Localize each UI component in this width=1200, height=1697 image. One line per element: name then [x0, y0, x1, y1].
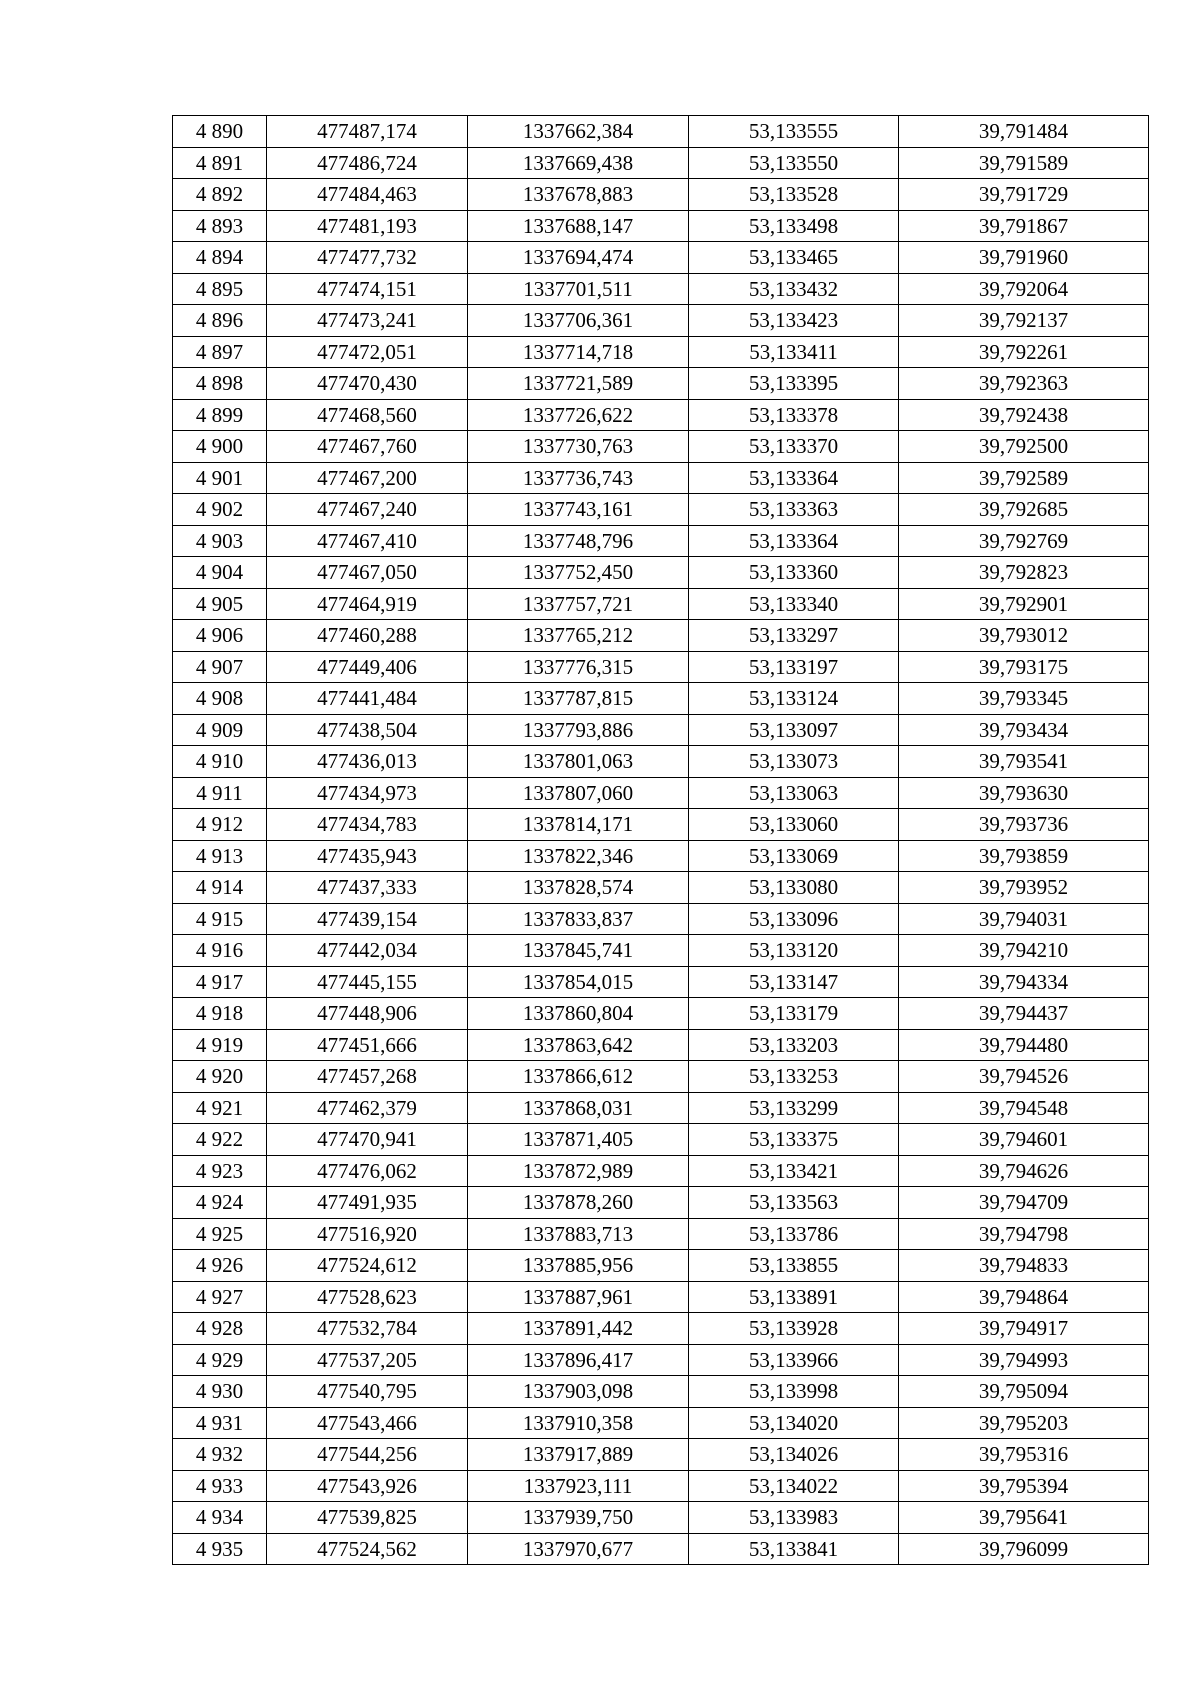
x-coordinate-cell: 477441,484 [267, 683, 468, 715]
longitude-cell: 39,791589 [899, 147, 1149, 179]
longitude-cell: 39,792589 [899, 462, 1149, 494]
x-coordinate-cell: 477460,288 [267, 620, 468, 652]
longitude-cell: 39,795094 [899, 1376, 1149, 1408]
y-coordinate-cell: 1337970,677 [468, 1533, 689, 1565]
latitude-cell: 53,133432 [689, 273, 899, 305]
table-row [173, 1092, 1149, 1124]
latitude-cell: 53,133786 [689, 1218, 899, 1250]
point-number-cell: 4 894 [173, 242, 267, 274]
point-number-cell: 4 922 [173, 1124, 267, 1156]
y-coordinate-cell: 1337743,161 [468, 494, 689, 526]
table-row [173, 935, 1149, 967]
latitude-cell: 53,133069 [689, 840, 899, 872]
y-coordinate-cell: 1337896,417 [468, 1344, 689, 1376]
latitude-cell: 53,133855 [689, 1250, 899, 1282]
y-coordinate-cell: 1337669,438 [468, 147, 689, 179]
latitude-cell: 53,133498 [689, 210, 899, 242]
latitude-cell: 53,133060 [689, 809, 899, 841]
x-coordinate-cell: 477470,941 [267, 1124, 468, 1156]
y-coordinate-cell: 1337822,346 [468, 840, 689, 872]
x-coordinate-cell: 477524,562 [267, 1533, 468, 1565]
x-coordinate-cell: 477467,200 [267, 462, 468, 494]
x-coordinate-cell: 477436,013 [267, 746, 468, 778]
latitude-cell: 53,133841 [689, 1533, 899, 1565]
point-number-cell: 4 890 [173, 116, 267, 148]
y-coordinate-cell: 1337863,642 [468, 1029, 689, 1061]
x-coordinate-cell: 477486,724 [267, 147, 468, 179]
x-coordinate-cell: 477528,623 [267, 1281, 468, 1313]
point-number-cell: 4 909 [173, 714, 267, 746]
longitude-cell: 39,794833 [899, 1250, 1149, 1282]
longitude-cell: 39,794334 [899, 966, 1149, 998]
y-coordinate-cell: 1337845,741 [468, 935, 689, 967]
longitude-cell: 39,796099 [899, 1533, 1149, 1565]
y-coordinate-cell: 1337694,474 [468, 242, 689, 274]
y-coordinate-cell: 1337878,260 [468, 1187, 689, 1219]
x-coordinate-cell: 477437,333 [267, 872, 468, 904]
point-number-cell: 4 918 [173, 998, 267, 1030]
longitude-cell: 39,794864 [899, 1281, 1149, 1313]
y-coordinate-cell: 1337854,015 [468, 966, 689, 998]
latitude-cell: 53,133197 [689, 651, 899, 683]
point-number-cell: 4 920 [173, 1061, 267, 1093]
latitude-cell: 53,133179 [689, 998, 899, 1030]
table-row [173, 1376, 1149, 1408]
y-coordinate-cell: 1337903,098 [468, 1376, 689, 1408]
y-coordinate-cell: 1337714,718 [468, 336, 689, 368]
x-coordinate-cell: 477457,268 [267, 1061, 468, 1093]
latitude-cell: 53,133966 [689, 1344, 899, 1376]
table-row [173, 1124, 1149, 1156]
x-coordinate-cell: 477449,406 [267, 651, 468, 683]
longitude-cell: 39,794480 [899, 1029, 1149, 1061]
table-row [173, 1281, 1149, 1313]
point-number-cell: 4 915 [173, 903, 267, 935]
table-row [173, 368, 1149, 400]
latitude-cell: 53,133423 [689, 305, 899, 337]
x-coordinate-cell: 477462,379 [267, 1092, 468, 1124]
point-number-cell: 4 901 [173, 462, 267, 494]
x-coordinate-cell: 477543,926 [267, 1470, 468, 1502]
longitude-cell: 39,795394 [899, 1470, 1149, 1502]
point-number-cell: 4 898 [173, 368, 267, 400]
point-number-cell: 4 892 [173, 179, 267, 211]
x-coordinate-cell: 477438,504 [267, 714, 468, 746]
longitude-cell: 39,794993 [899, 1344, 1149, 1376]
longitude-cell: 39,794917 [899, 1313, 1149, 1345]
table-row [173, 1155, 1149, 1187]
latitude-cell: 53,133550 [689, 147, 899, 179]
y-coordinate-cell: 1337833,837 [468, 903, 689, 935]
point-number-cell: 4 902 [173, 494, 267, 526]
y-coordinate-cell: 1337801,063 [468, 746, 689, 778]
x-coordinate-cell: 477470,430 [267, 368, 468, 400]
x-coordinate-cell: 477467,410 [267, 525, 468, 557]
y-coordinate-cell: 1337871,405 [468, 1124, 689, 1156]
y-coordinate-cell: 1337828,574 [468, 872, 689, 904]
y-coordinate-cell: 1337688,147 [468, 210, 689, 242]
y-coordinate-cell: 1337776,315 [468, 651, 689, 683]
point-number-cell: 4 917 [173, 966, 267, 998]
x-coordinate-cell: 477464,919 [267, 588, 468, 620]
point-number-cell: 4 903 [173, 525, 267, 557]
latitude-cell: 53,133299 [689, 1092, 899, 1124]
y-coordinate-cell: 1337701,511 [468, 273, 689, 305]
table-row [173, 1061, 1149, 1093]
longitude-cell: 39,795316 [899, 1439, 1149, 1471]
x-coordinate-cell: 477543,466 [267, 1407, 468, 1439]
longitude-cell: 39,792261 [899, 336, 1149, 368]
longitude-cell: 39,793541 [899, 746, 1149, 778]
latitude-cell: 53,133063 [689, 777, 899, 809]
coordinates-table [172, 115, 1149, 1565]
x-coordinate-cell: 477481,193 [267, 210, 468, 242]
y-coordinate-cell: 1337868,031 [468, 1092, 689, 1124]
latitude-cell: 53,133364 [689, 462, 899, 494]
coordinates-table-body [173, 116, 1149, 1565]
point-number-cell: 4 925 [173, 1218, 267, 1250]
table-row [173, 620, 1149, 652]
y-coordinate-cell: 1337860,804 [468, 998, 689, 1030]
x-coordinate-cell: 477487,174 [267, 116, 468, 148]
table-row [173, 966, 1149, 998]
table-row [173, 179, 1149, 211]
table-row [173, 336, 1149, 368]
point-number-cell: 4 910 [173, 746, 267, 778]
x-coordinate-cell: 477467,240 [267, 494, 468, 526]
table-row [173, 1407, 1149, 1439]
x-coordinate-cell: 477540,795 [267, 1376, 468, 1408]
point-number-cell: 4 906 [173, 620, 267, 652]
longitude-cell: 39,793952 [899, 872, 1149, 904]
table-row [173, 746, 1149, 778]
point-number-cell: 4 893 [173, 210, 267, 242]
table-row [173, 305, 1149, 337]
latitude-cell: 53,133998 [689, 1376, 899, 1408]
point-number-cell: 4 933 [173, 1470, 267, 1502]
table-row [173, 1470, 1149, 1502]
x-coordinate-cell: 477468,560 [267, 399, 468, 431]
table-row [173, 1187, 1149, 1219]
x-coordinate-cell: 477445,155 [267, 966, 468, 998]
table-row [173, 1439, 1149, 1471]
x-coordinate-cell: 477539,825 [267, 1502, 468, 1534]
longitude-cell: 39,792438 [899, 399, 1149, 431]
longitude-cell: 39,793736 [899, 809, 1149, 841]
point-number-cell: 4 912 [173, 809, 267, 841]
x-coordinate-cell: 477537,205 [267, 1344, 468, 1376]
point-number-cell: 4 911 [173, 777, 267, 809]
y-coordinate-cell: 1337883,713 [468, 1218, 689, 1250]
point-number-cell: 4 913 [173, 840, 267, 872]
latitude-cell: 53,133395 [689, 368, 899, 400]
longitude-cell: 39,792064 [899, 273, 1149, 305]
y-coordinate-cell: 1337736,743 [468, 462, 689, 494]
longitude-cell: 39,793859 [899, 840, 1149, 872]
point-number-cell: 4 895 [173, 273, 267, 305]
latitude-cell: 53,133340 [689, 588, 899, 620]
x-coordinate-cell: 477472,051 [267, 336, 468, 368]
latitude-cell: 53,133364 [689, 525, 899, 557]
table-row [173, 1502, 1149, 1534]
latitude-cell: 53,133928 [689, 1313, 899, 1345]
table-row [173, 777, 1149, 809]
longitude-cell: 39,792901 [899, 588, 1149, 620]
x-coordinate-cell: 477434,973 [267, 777, 468, 809]
y-coordinate-cell: 1337787,815 [468, 683, 689, 715]
table-row [173, 1029, 1149, 1061]
y-coordinate-cell: 1337872,989 [468, 1155, 689, 1187]
y-coordinate-cell: 1337793,886 [468, 714, 689, 746]
x-coordinate-cell: 477474,151 [267, 273, 468, 305]
x-coordinate-cell: 477524,612 [267, 1250, 468, 1282]
y-coordinate-cell: 1337807,060 [468, 777, 689, 809]
y-coordinate-cell: 1337765,212 [468, 620, 689, 652]
x-coordinate-cell: 477516,920 [267, 1218, 468, 1250]
table-row [173, 683, 1149, 715]
longitude-cell: 39,794031 [899, 903, 1149, 935]
x-coordinate-cell: 477435,943 [267, 840, 468, 872]
latitude-cell: 53,133124 [689, 683, 899, 715]
point-number-cell: 4 934 [173, 1502, 267, 1534]
x-coordinate-cell: 477473,241 [267, 305, 468, 337]
table-row [173, 1533, 1149, 1565]
y-coordinate-cell: 1337866,612 [468, 1061, 689, 1093]
x-coordinate-cell: 477544,256 [267, 1439, 468, 1471]
latitude-cell: 53,133147 [689, 966, 899, 998]
x-coordinate-cell: 477476,062 [267, 1155, 468, 1187]
y-coordinate-cell: 1337678,883 [468, 179, 689, 211]
latitude-cell: 53,133363 [689, 494, 899, 526]
table-row [173, 399, 1149, 431]
table-row [173, 1218, 1149, 1250]
longitude-cell: 39,794526 [899, 1061, 1149, 1093]
x-coordinate-cell: 477477,732 [267, 242, 468, 274]
table-row [173, 494, 1149, 526]
latitude-cell: 53,133375 [689, 1124, 899, 1156]
longitude-cell: 39,794798 [899, 1218, 1149, 1250]
x-coordinate-cell: 477442,034 [267, 935, 468, 967]
latitude-cell: 53,133073 [689, 746, 899, 778]
y-coordinate-cell: 1337910,358 [468, 1407, 689, 1439]
table-row [173, 903, 1149, 935]
point-number-cell: 4 905 [173, 588, 267, 620]
table-row [173, 651, 1149, 683]
x-coordinate-cell: 477451,666 [267, 1029, 468, 1061]
y-coordinate-cell: 1337752,450 [468, 557, 689, 589]
table-row [173, 872, 1149, 904]
table-row [173, 273, 1149, 305]
latitude-cell: 53,133411 [689, 336, 899, 368]
x-coordinate-cell: 477491,935 [267, 1187, 468, 1219]
latitude-cell: 53,133891 [689, 1281, 899, 1313]
longitude-cell: 39,793630 [899, 777, 1149, 809]
point-number-cell: 4 891 [173, 147, 267, 179]
y-coordinate-cell: 1337891,442 [468, 1313, 689, 1345]
latitude-cell: 53,134020 [689, 1407, 899, 1439]
table-row [173, 1344, 1149, 1376]
point-number-cell: 4 921 [173, 1092, 267, 1124]
table-row [173, 1250, 1149, 1282]
y-coordinate-cell: 1337814,171 [468, 809, 689, 841]
table-row [173, 840, 1149, 872]
x-coordinate-cell: 477532,784 [267, 1313, 468, 1345]
table-row [173, 1313, 1149, 1345]
longitude-cell: 39,793345 [899, 683, 1149, 715]
latitude-cell: 53,134026 [689, 1439, 899, 1471]
longitude-cell: 39,792685 [899, 494, 1149, 526]
x-coordinate-cell: 477434,783 [267, 809, 468, 841]
table-row [173, 147, 1149, 179]
longitude-cell: 39,793175 [899, 651, 1149, 683]
point-number-cell: 4 908 [173, 683, 267, 715]
latitude-cell: 53,133253 [689, 1061, 899, 1093]
longitude-cell: 39,791729 [899, 179, 1149, 211]
point-number-cell: 4 926 [173, 1250, 267, 1282]
x-coordinate-cell: 477448,906 [267, 998, 468, 1030]
x-coordinate-cell: 477439,154 [267, 903, 468, 935]
longitude-cell: 39,795203 [899, 1407, 1149, 1439]
longitude-cell: 39,793434 [899, 714, 1149, 746]
x-coordinate-cell: 477467,760 [267, 431, 468, 463]
latitude-cell: 53,133370 [689, 431, 899, 463]
y-coordinate-cell: 1337757,721 [468, 588, 689, 620]
y-coordinate-cell: 1337662,384 [468, 116, 689, 148]
y-coordinate-cell: 1337721,589 [468, 368, 689, 400]
point-number-cell: 4 929 [173, 1344, 267, 1376]
point-number-cell: 4 907 [173, 651, 267, 683]
latitude-cell: 53,134022 [689, 1470, 899, 1502]
longitude-cell: 39,792363 [899, 368, 1149, 400]
latitude-cell: 53,133360 [689, 557, 899, 589]
longitude-cell: 39,794709 [899, 1187, 1149, 1219]
y-coordinate-cell: 1337706,361 [468, 305, 689, 337]
longitude-cell: 39,794437 [899, 998, 1149, 1030]
table-row [173, 588, 1149, 620]
table-row [173, 714, 1149, 746]
latitude-cell: 53,133983 [689, 1502, 899, 1534]
point-number-cell: 4 931 [173, 1407, 267, 1439]
longitude-cell: 39,792500 [899, 431, 1149, 463]
longitude-cell: 39,794601 [899, 1124, 1149, 1156]
y-coordinate-cell: 1337730,763 [468, 431, 689, 463]
point-number-cell: 4 928 [173, 1313, 267, 1345]
point-number-cell: 4 897 [173, 336, 267, 368]
table-row [173, 431, 1149, 463]
longitude-cell: 39,794548 [899, 1092, 1149, 1124]
point-number-cell: 4 930 [173, 1376, 267, 1408]
table-row [173, 462, 1149, 494]
table-row [173, 210, 1149, 242]
latitude-cell: 53,133555 [689, 116, 899, 148]
y-coordinate-cell: 1337726,622 [468, 399, 689, 431]
table-row [173, 998, 1149, 1030]
point-number-cell: 4 916 [173, 935, 267, 967]
latitude-cell: 53,133096 [689, 903, 899, 935]
y-coordinate-cell: 1337923,111 [468, 1470, 689, 1502]
point-number-cell: 4 896 [173, 305, 267, 337]
y-coordinate-cell: 1337885,956 [468, 1250, 689, 1282]
x-coordinate-cell: 477467,050 [267, 557, 468, 589]
longitude-cell: 39,792769 [899, 525, 1149, 557]
latitude-cell: 53,133120 [689, 935, 899, 967]
table-row [173, 809, 1149, 841]
y-coordinate-cell: 1337939,750 [468, 1502, 689, 1534]
latitude-cell: 53,133297 [689, 620, 899, 652]
y-coordinate-cell: 1337748,796 [468, 525, 689, 557]
point-number-cell: 4 900 [173, 431, 267, 463]
point-number-cell: 4 932 [173, 1439, 267, 1471]
latitude-cell: 53,133563 [689, 1187, 899, 1219]
point-number-cell: 4 899 [173, 399, 267, 431]
y-coordinate-cell: 1337887,961 [468, 1281, 689, 1313]
longitude-cell: 39,791484 [899, 116, 1149, 148]
point-number-cell: 4 923 [173, 1155, 267, 1187]
latitude-cell: 53,133203 [689, 1029, 899, 1061]
table-row [173, 116, 1149, 148]
latitude-cell: 53,133528 [689, 179, 899, 211]
x-coordinate-cell: 477484,463 [267, 179, 468, 211]
latitude-cell: 53,133421 [689, 1155, 899, 1187]
longitude-cell: 39,795641 [899, 1502, 1149, 1534]
table-row [173, 242, 1149, 274]
y-coordinate-cell: 1337917,889 [468, 1439, 689, 1471]
point-number-cell: 4 927 [173, 1281, 267, 1313]
longitude-cell: 39,791867 [899, 210, 1149, 242]
point-number-cell: 4 904 [173, 557, 267, 589]
table-row [173, 525, 1149, 557]
latitude-cell: 53,133378 [689, 399, 899, 431]
longitude-cell: 39,792137 [899, 305, 1149, 337]
latitude-cell: 53,133097 [689, 714, 899, 746]
point-number-cell: 4 924 [173, 1187, 267, 1219]
table-row [173, 557, 1149, 589]
point-number-cell: 4 935 [173, 1533, 267, 1565]
longitude-cell: 39,793012 [899, 620, 1149, 652]
point-number-cell: 4 919 [173, 1029, 267, 1061]
longitude-cell: 39,791960 [899, 242, 1149, 274]
latitude-cell: 53,133465 [689, 242, 899, 274]
latitude-cell: 53,133080 [689, 872, 899, 904]
longitude-cell: 39,794210 [899, 935, 1149, 967]
longitude-cell: 39,794626 [899, 1155, 1149, 1187]
point-number-cell: 4 914 [173, 872, 267, 904]
longitude-cell: 39,792823 [899, 557, 1149, 589]
